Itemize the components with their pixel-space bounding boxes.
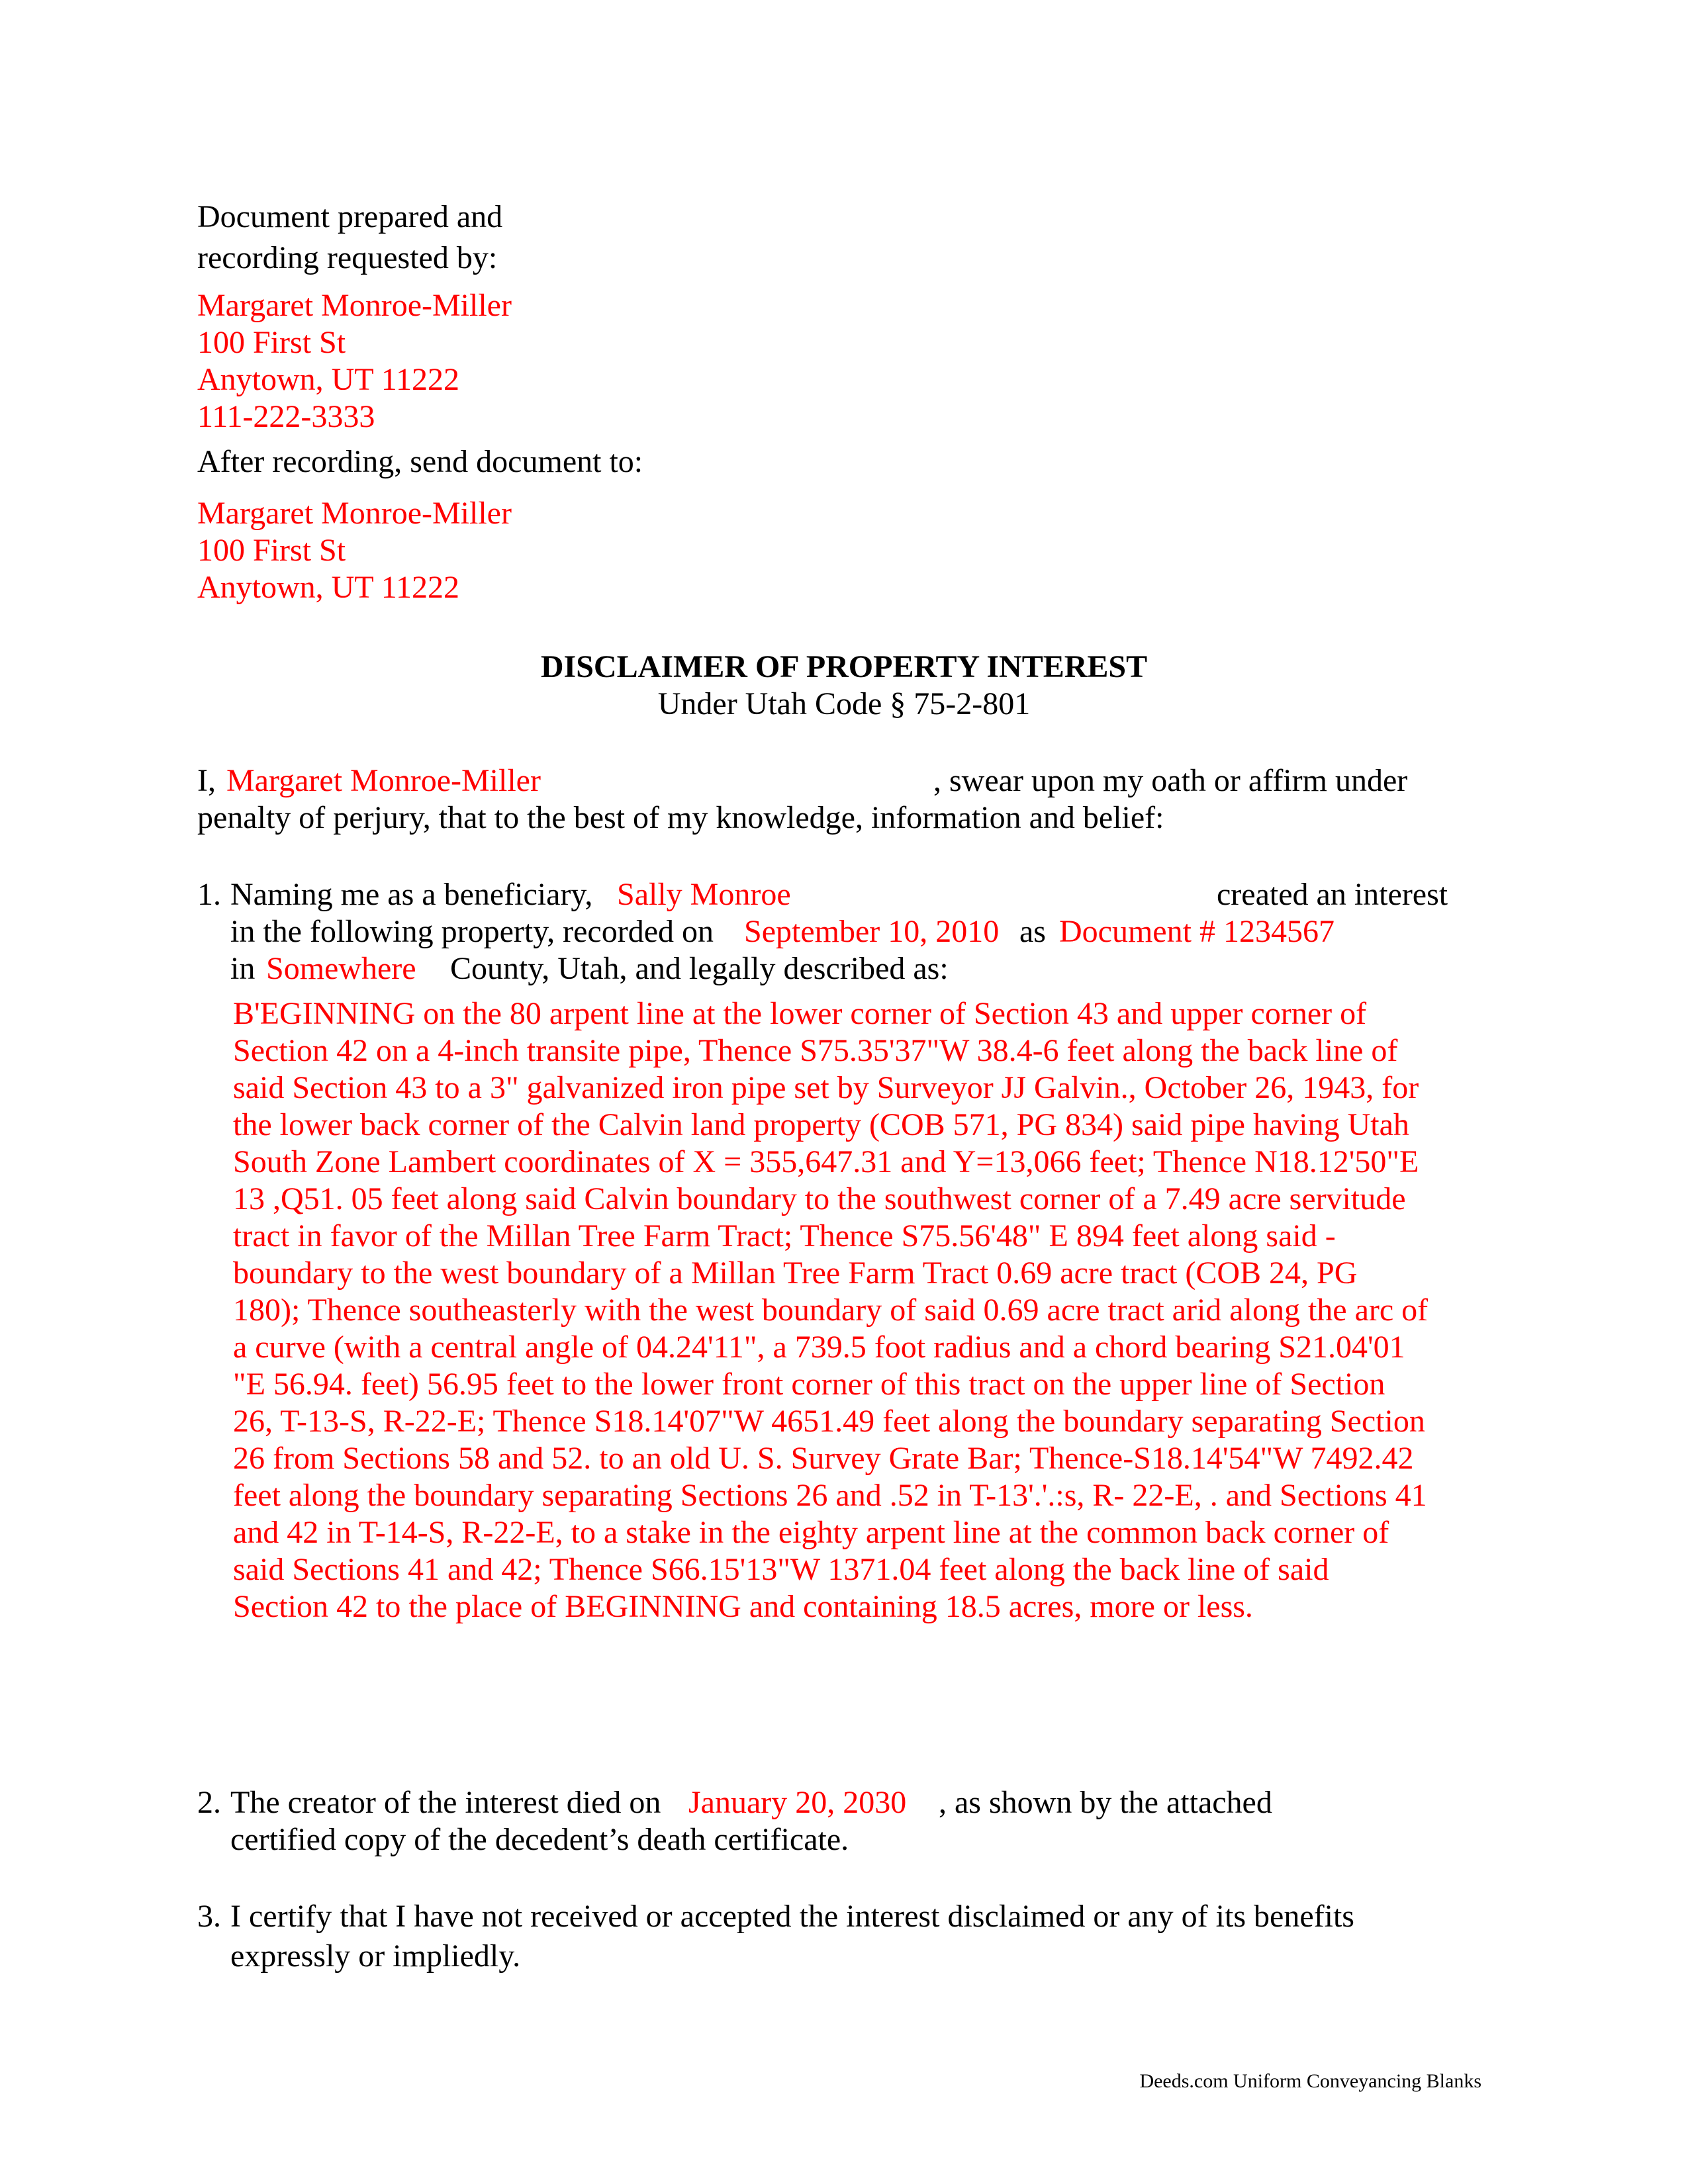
declarant-name: Margaret Monroe-Miller bbox=[226, 763, 541, 798]
item2-tail: , as shown by the attached bbox=[939, 1785, 1272, 1820]
legal-description-line: B'EGINNING on the 80 arpent line at the lower corner of Section 43 and upper corner of bbox=[233, 996, 1367, 1031]
item2-line2: certified copy of the decedent’s death certificate. bbox=[230, 1822, 849, 1857]
legal-description-line: a curve (with a central angle of 04.24'11", a 739.5 foot radius and a chord bearing S21.04'01 bbox=[233, 1330, 1405, 1365]
legal-description-line: the lower back corner of the Calvin land property (COB 571, PG 834) said pipe having Utah bbox=[233, 1107, 1409, 1142]
legal-description-line: boundary to the west boundary of a Millan Tree Farm Tract 0.69 acre tract (COB 24, PG bbox=[233, 1255, 1358, 1291]
legal-description bbox=[233, 995, 1477, 1625]
intro-prefix: I, bbox=[197, 763, 216, 798]
legal-description-line: Section 42 on a 4-inch transite pipe, Thence S75.35'37"W 38.4-6 feet along the back line of bbox=[233, 1033, 1398, 1068]
intro-line2: penalty of perjury, that to the best of my knowledge, information and belief: bbox=[197, 800, 1164, 835]
recorded-date: September 10, 2010 bbox=[744, 914, 1000, 949]
item2-number: 2. bbox=[197, 1785, 221, 1820]
item3-line1: I certify that I have not received or accepted the interest disclaimed or any of its benefits bbox=[230, 1899, 1354, 1934]
creator-name: Sally Monroe bbox=[617, 877, 791, 912]
item1-recorded-text: in the following property, recorded on bbox=[230, 914, 714, 949]
prepared-by-city: Anytown, UT 11222 bbox=[197, 362, 459, 397]
legal-description-line: said Section 43 to a 3" galvanized iron pipe set by Surveyor JJ Galvin., October 26, 1943, for bbox=[233, 1070, 1419, 1105]
item3-number: 3. bbox=[197, 1899, 221, 1934]
intro-suffix: , swear upon my oath or affirm under bbox=[933, 763, 1408, 798]
document-number: Document # 1234567 bbox=[1059, 914, 1335, 949]
document-subtitle: Under Utah Code § 75-2-801 bbox=[657, 686, 1031, 721]
death-date: January 20, 2030 bbox=[688, 1785, 907, 1820]
prepared-by-street: 100 First St bbox=[197, 325, 346, 360]
prepared-by-heading-line2: recording requested by: bbox=[197, 240, 498, 275]
return-to-heading: After recording, send document to: bbox=[197, 444, 643, 479]
county-name: Somewhere bbox=[266, 951, 416, 986]
prepared-by-phone: 111-222-3333 bbox=[197, 399, 375, 434]
item1-lead: Naming me as a beneficiary, bbox=[230, 877, 593, 912]
document-title: DISCLAIMER OF PROPERTY INTEREST bbox=[540, 649, 1148, 684]
prepared-by-heading-line1: Document prepared and bbox=[197, 199, 503, 234]
item1-county-text: County, Utah, and legally described as: bbox=[450, 951, 949, 986]
legal-description-line: feet along the boundary separating Sections 26 and .52 in T-13'.'.:s, R- 22-E, . and Sections 41 bbox=[233, 1478, 1427, 1513]
legal-description-line: "E 56.94. feet) 56.95 feet to the lower front corner of this tract on the upper line of Section bbox=[233, 1367, 1385, 1402]
item1-number: 1. bbox=[197, 877, 221, 912]
legal-description-line: and 42 in T-14-S, R-22-E, to a stake in the eighty arpent line at the common back corner of bbox=[233, 1515, 1389, 1550]
item1-created-text: created an interest bbox=[1217, 877, 1448, 912]
return-to-city: Anytown, UT 11222 bbox=[197, 570, 459, 605]
legal-description-line: said Sections 41 and 42; Thence S66.15'13"W 1371.04 feet along the back line of said bbox=[233, 1552, 1329, 1587]
legal-description-line: 26, T-13-S, R-22-E; Thence S18.14'07"W 4651.49 feet along the boundary separating Section bbox=[233, 1404, 1425, 1439]
legal-description-line: 180); Thence southeasterly with the west boundary of said 0.69 acre tract arid along the arc of bbox=[233, 1293, 1429, 1328]
return-to-street: 100 First St bbox=[197, 533, 346, 568]
item2-lead: The creator of the interest died on bbox=[230, 1785, 661, 1820]
prepared-by-name: Margaret Monroe-Miller bbox=[197, 288, 512, 323]
legal-description-line: tract in favor of the Millan Tree Farm Tract; Thence S75.56'48" E 894 feet along said - bbox=[233, 1218, 1336, 1253]
item3-line2: expressly or impliedly. bbox=[230, 1938, 521, 1974]
return-to-name: Margaret Monroe-Miller bbox=[197, 496, 512, 531]
legal-description-line: South Zone Lambert coordinates of X = 355,647.31 and Y=13,066 feet; Thence N18.12'50"E bbox=[233, 1144, 1419, 1179]
item1-in-text: in bbox=[230, 951, 256, 986]
legal-description-line: 26 from Sections 58 and 52. to an old U. S. Survey Grate Bar; Thence-S18.14'54"W 7492.42 bbox=[233, 1441, 1414, 1476]
footer-text: Deeds.com Uniform Conveyancing Blanks bbox=[1139, 2070, 1481, 2092]
item1-as-text: as bbox=[1019, 914, 1046, 949]
legal-description-line: 13 ,Q51. 05 feet along said Calvin boundary to the southwest corner of a 7.49 acre servitude bbox=[233, 1181, 1406, 1216]
legal-description-line: Section 42 to the place of BEGINNING and containing 18.5 acres, more or less. bbox=[233, 1589, 1253, 1624]
